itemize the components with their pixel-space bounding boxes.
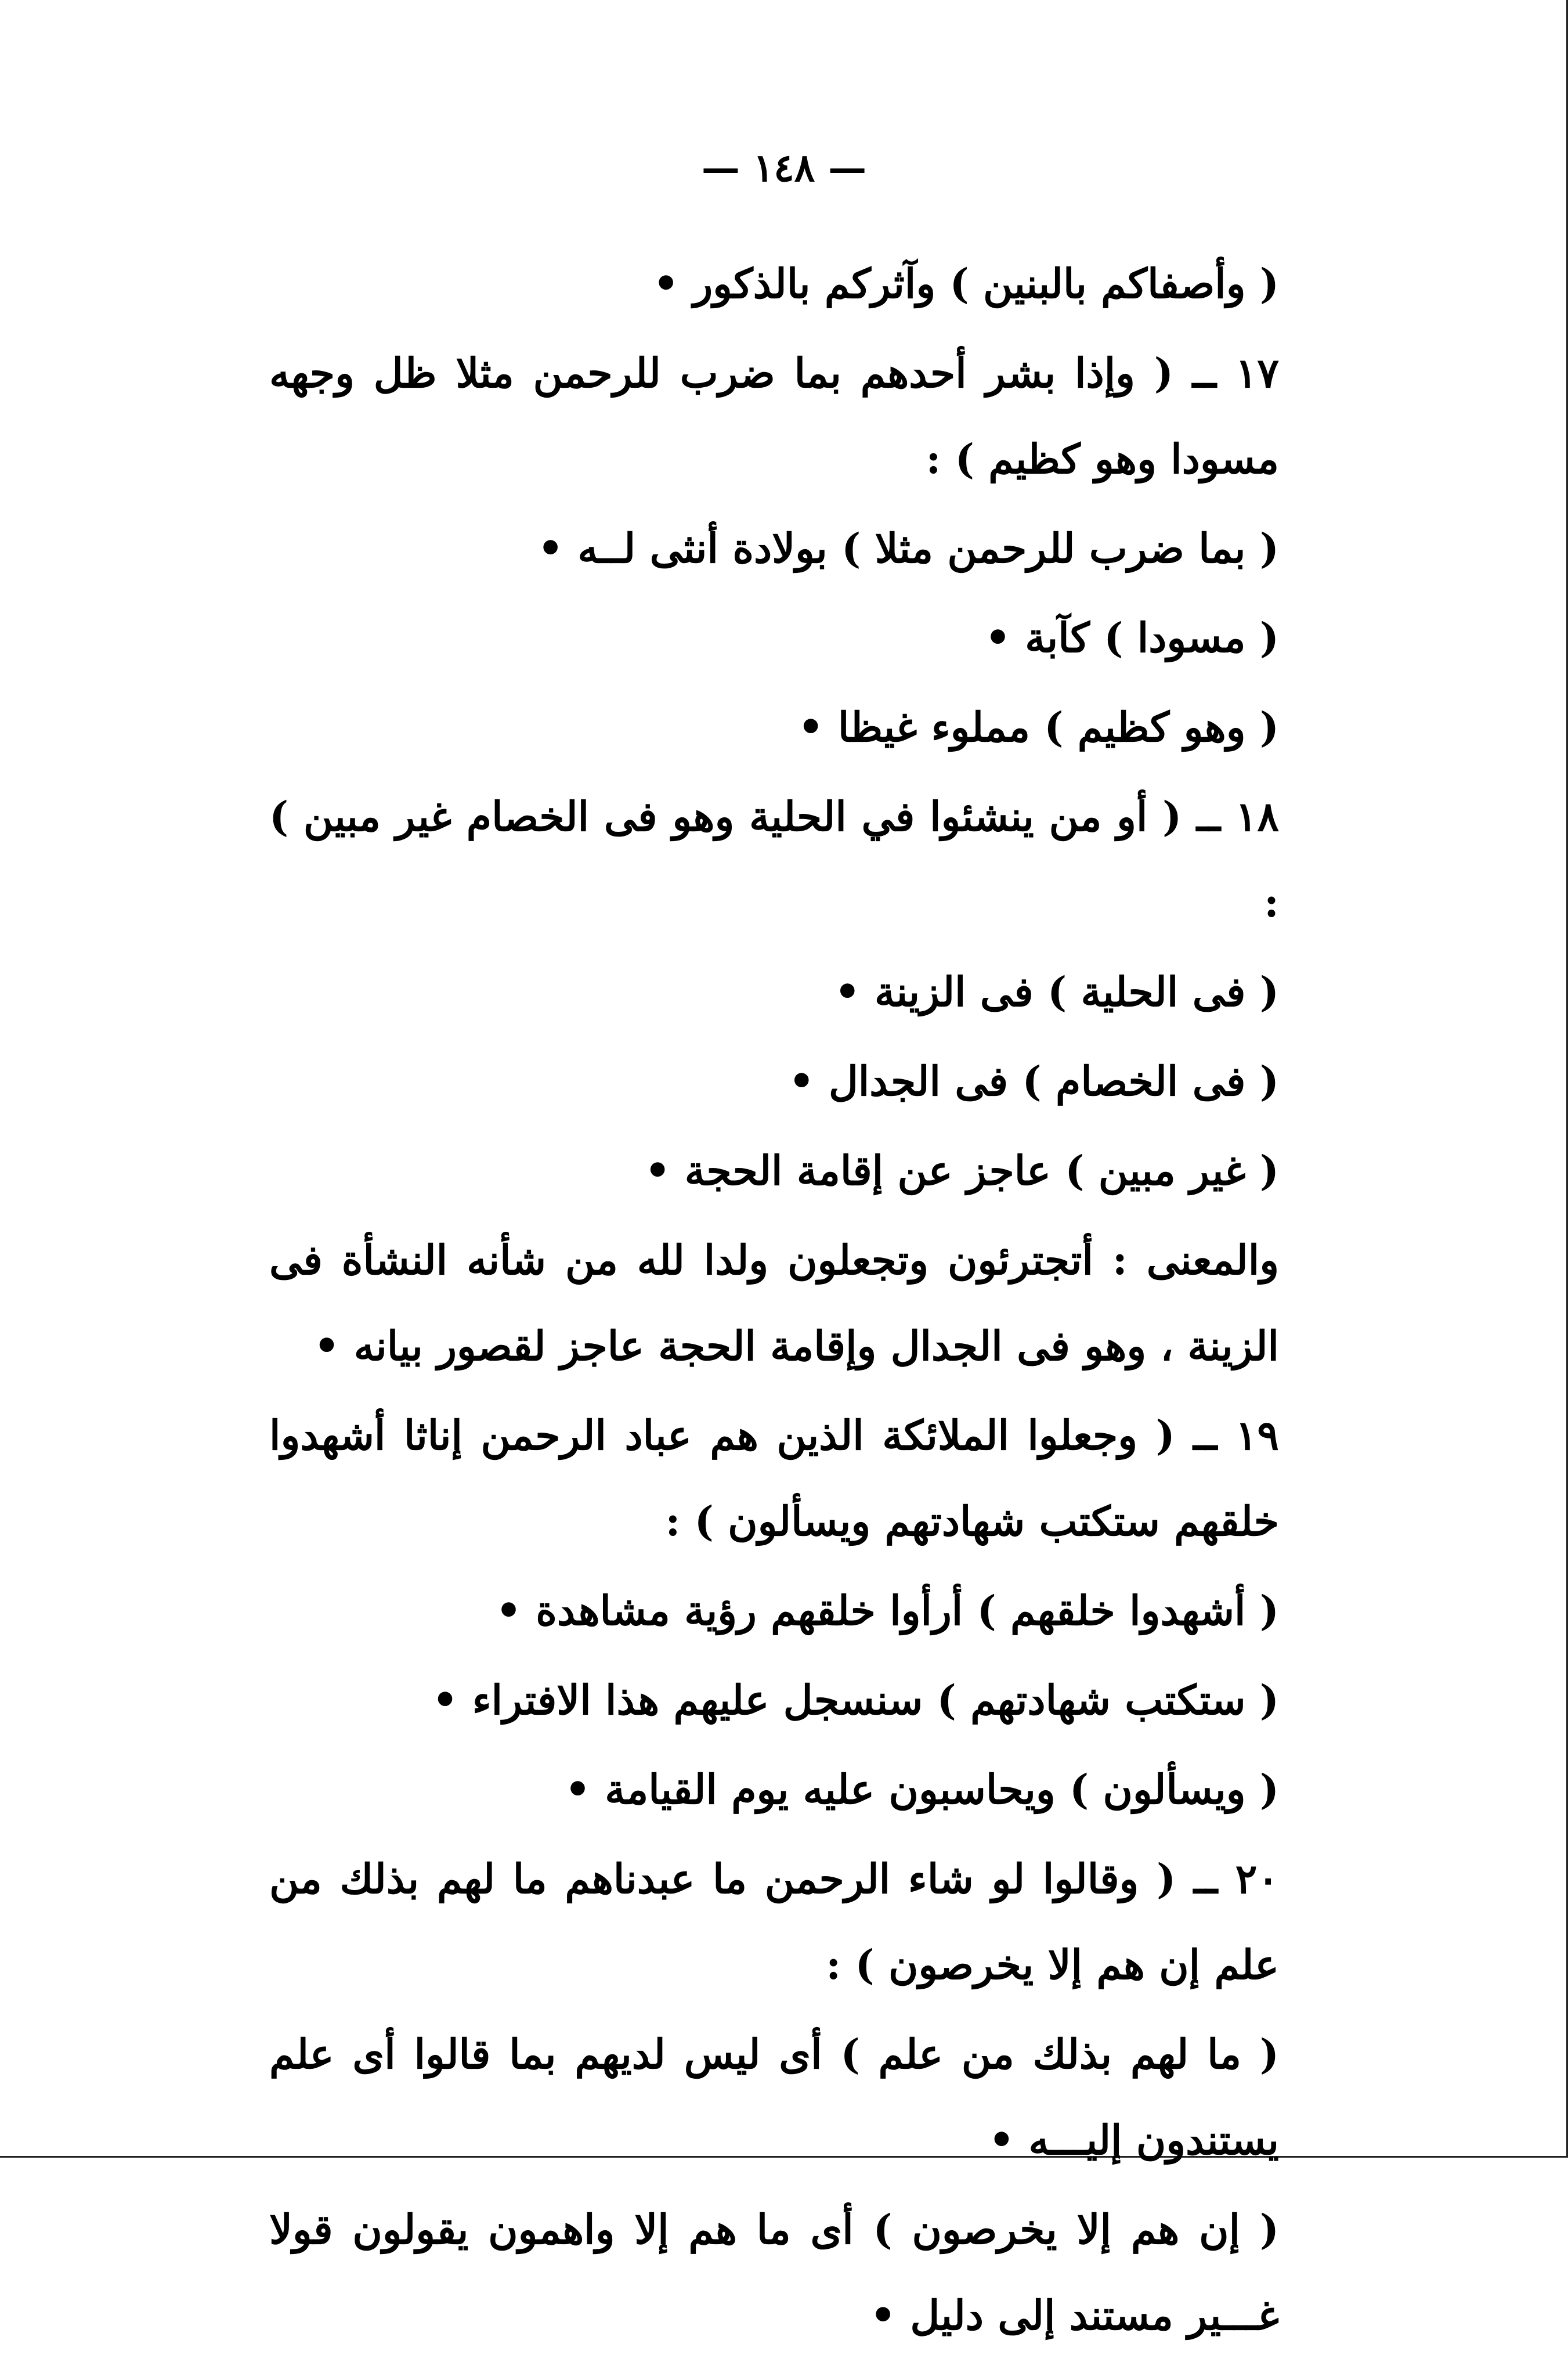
gloss-paragraph: ( مسودا ) كآبة • — [985, 614, 1279, 662]
page-number: — ١٤٨ — — [701, 145, 867, 190]
gloss-paragraph: ( فى الحلية ) فى الزينة • — [834, 968, 1279, 1016]
verse-paragraph: ١٩ ــ ( وجعلوا الملائكة الذين هم عباد الرحمن إناثا أشهدوا خلقهم ستكتب شهادتهم ويسألون ) : — [269, 1411, 1279, 1545]
gloss-paragraph: ( أشهدوا خلقهم ) أرأوا خلقهم رؤية مشاهدة • — [496, 1586, 1279, 1635]
gloss-paragraph: ( ما لهم بذلك من علم ) أى ليس لديهم بما قالوا أى علم يستندون إليـــه • — [269, 2030, 1279, 2164]
meaning-paragraph: والمعنى : أتجترئون وتجعلون ولدا لله من شأنه النشأة فى الزينة ، وهو فى الجدال وإقامة الحجة عاجز لقصور بيانه • — [269, 1236, 1279, 1370]
gloss-paragraph: ( فى الخصام ) فى الجدال • — [788, 1057, 1279, 1105]
gloss-paragraph: ( إن هم إلا يخرصون ) أى ما هم إلا واهمون يقولون قولا غـــير مستند إلى دليل • — [269, 2205, 1279, 2339]
verse-paragraph: ١٨ ــ ( أو من ينشئوا في الحلية وهو فى الخصام غير مبين ) : — [269, 792, 1279, 926]
gloss-paragraph: ( ستكتب شهادتهم ) سنسجل عليهم هذا الافتراء • — [432, 1676, 1279, 1724]
page-body — [269, 241, 1279, 2362]
gloss-paragraph: ( وهو كظيم ) مملوء غيظا • — [797, 703, 1279, 751]
gloss-paragraph: ( غير مبين ) عاجز عن إقامة الحجة • — [644, 1146, 1279, 1195]
verse-paragraph: ٢٠ ــ ( وقالوا لو شاء الرحمن ما عبدناهم ما لهم بذلك من علم إن هم إلا يخرصون ) : — [269, 1855, 1279, 1989]
verse-paragraph: ١٧ ــ ( وإذا بشر أحدهم بما ضرب للرحمن مثلا ظل وجهه مسودا وهو كظيم ) : — [269, 349, 1279, 483]
gloss-paragraph: ( بما ضرب للرحمن مثلا ) بولادة أنثى لــه • — [537, 524, 1279, 572]
gloss-paragraph: ( ويسألون ) ويحاسبون عليه يوم القيامة • — [565, 1765, 1279, 1813]
gloss-paragraph: ( وأصفاكم بالبنين ) وآثركم بالذكور • — [653, 259, 1279, 308]
